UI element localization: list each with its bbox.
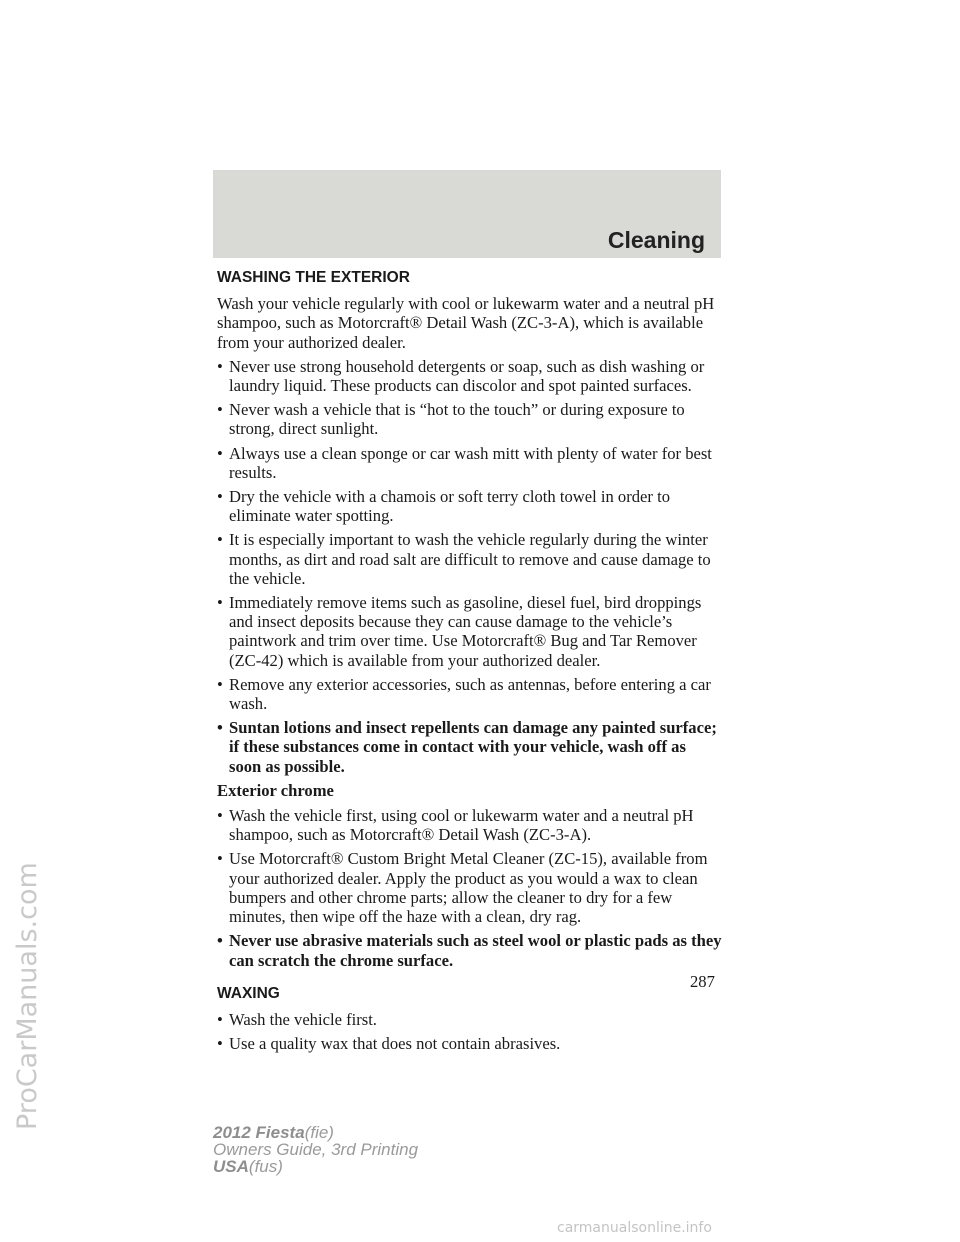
list-item: • It is especially important to wash the vehicle regularly during the winter months, as dirt and road salt are difficult to remove and cause damage to the vehicle. <box>217 530 722 588</box>
side-watermark: ProCarManuals.com <box>12 862 43 1130</box>
list-item: • Wash the vehicle first. <box>217 1010 722 1029</box>
waxing-list <box>217 1010 722 1053</box>
list-item: • Always use a clean sponge or car wash mitt with plenty of water for best results. <box>217 444 722 482</box>
list-item: • Never use strong household detergents or soap, such as dish washing or laundry liquid. These products can discolor and spot painted surfaces. <box>217 357 722 395</box>
list-item: • Use Motorcraft® Custom Bright Metal Cleaner (ZC-15), available from your authorized dealer. Apply the product as you would a wax to clean bumpers and other chrome parts; allow the cleaner to dry for a few minutes, then wipe off the haze with a clean, dry rag. <box>217 849 722 926</box>
heading-exterior-chrome: Exterior chrome <box>217 780 334 800</box>
section-title: Cleaning <box>607 227 705 253</box>
warning-item: • Suntan lotions and insect repellents can damage any painted surface; if these substances come in contact with your vehicle, wash off as soon as possible. <box>217 718 722 776</box>
list-item: • Remove any exterior accessories, such as antennas, before entering a car wash. <box>217 675 722 713</box>
heading-waxing: WAXING <box>217 984 280 1002</box>
washing-list <box>217 357 722 776</box>
heading-washing: WASHING THE EXTERIOR <box>217 269 410 286</box>
section-header-band <box>213 170 721 258</box>
footer-model: 2012 Fiesta <box>213 1123 305 1142</box>
list-item: • Dry the vehicle with a chamois or soft terry cloth towel in order to eliminate water spotting. <box>217 487 722 525</box>
page-content <box>217 268 722 1058</box>
footer-market: USA <box>213 1157 249 1176</box>
footer-edition <box>213 1124 418 1175</box>
footer-model-tag: (fie) <box>304 1123 334 1142</box>
footer-market-tag: (fus) <box>248 1157 283 1176</box>
list-item: • Immediately remove items such as gasoline, diesel fuel, bird droppings and insect deposits because they can cause damage to the vehicle’s paintwork and trim over time. Use Motorcraft® Bug and Tar Remover (ZC-42) which is available from your authorized dealer. <box>217 593 722 670</box>
bottom-watermark: carmanualsonline.info <box>557 1220 712 1236</box>
list-item: • Wash the vehicle first, using cool or lukewarm water and a neutral pH shampoo, such as Motorcraft® Detail Wash (ZC-3-A). <box>217 806 722 844</box>
washing-intro: Wash your vehicle regularly with cool or lukewarm water and a neutral pH shampoo, such as Motorcraft® Detail Wash (ZC-3-A), which is available from your authorized dealer. <box>217 294 715 352</box>
chrome-list <box>217 806 722 970</box>
page-number: 287 <box>690 972 715 991</box>
list-item: • Never wash a vehicle that is “hot to the touch” or during exposure to strong, direct sunlight. <box>217 400 722 438</box>
footer-guide: Owners Guide, 3rd Printing <box>213 1140 419 1159</box>
warning-item: • Never use abrasive materials such as steel wool or plastic pads as they can scratch the chrome surface. <box>217 931 722 969</box>
list-item: • Use a quality wax that does not contain abrasives. <box>217 1034 722 1053</box>
